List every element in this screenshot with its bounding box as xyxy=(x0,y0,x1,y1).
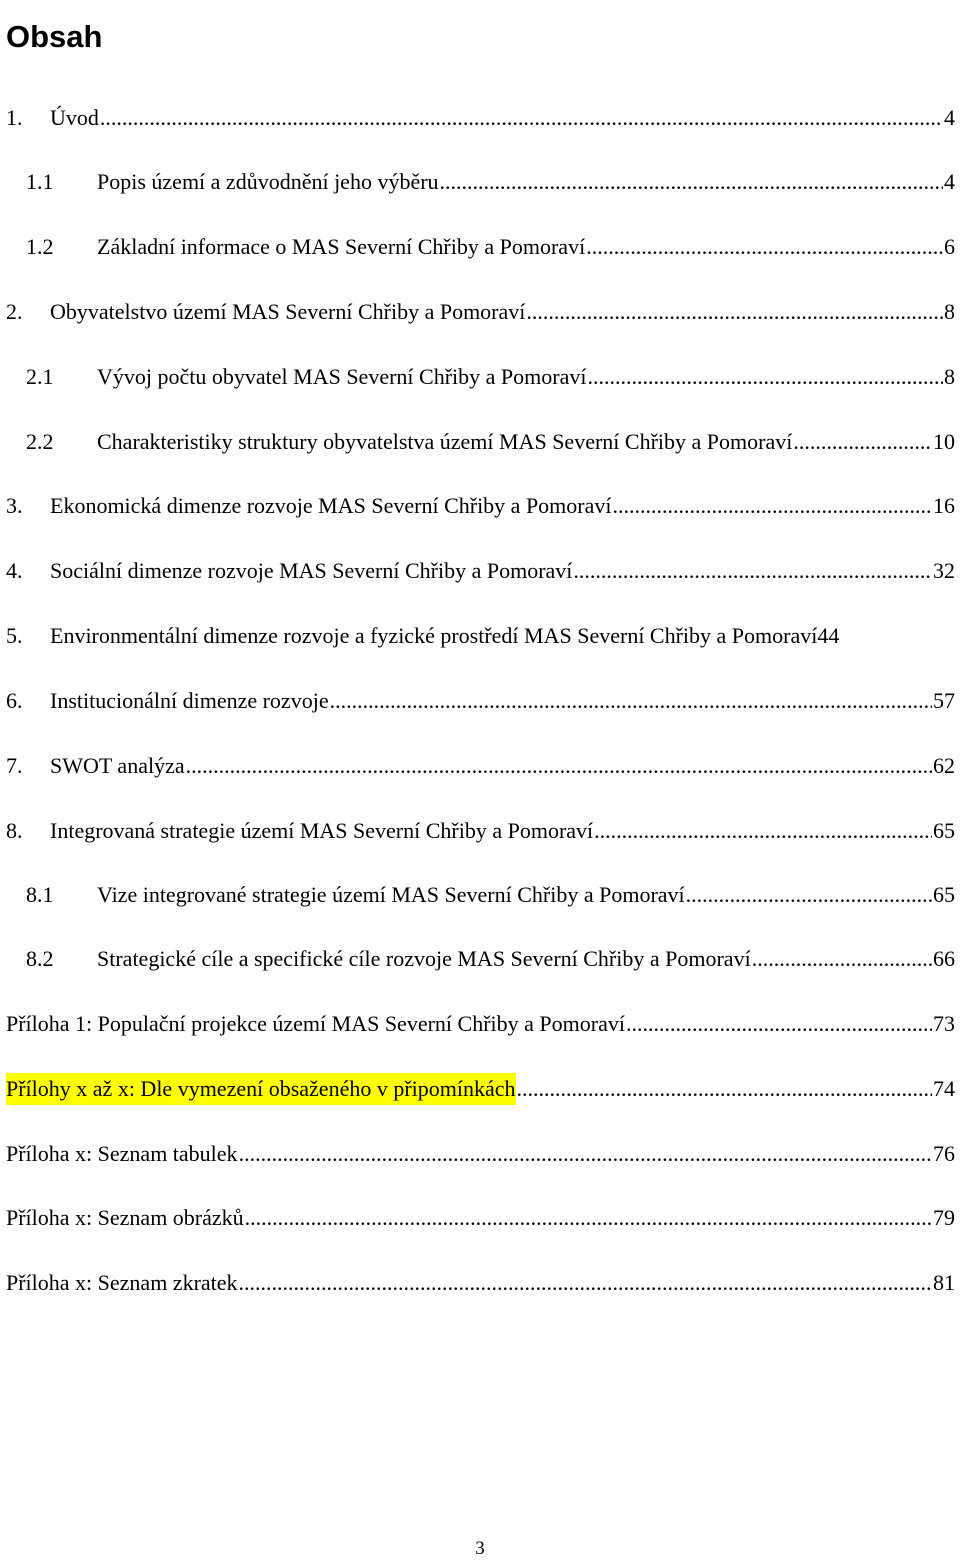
toc-entry[interactable] xyxy=(0,1138,960,1170)
toc-entry-text: Příloha 1: Populační projekce území MAS Severní Chřiby a Pomoraví xyxy=(6,1011,625,1036)
toc-dot-leader xyxy=(239,1267,932,1299)
toc-entry-text: Úvod xyxy=(50,105,99,130)
toc-entry-text: Strategické cíle a specifické cíle rozvoje MAS Severní Chřiby a Pomoraví xyxy=(97,946,751,971)
toc-entry-text: Ekonomická dimenze rozvoje MAS Severní Chřiby a Pomoraví xyxy=(50,493,612,518)
toc-entry-text: Obyvatelstvo území MAS Severní Chřiby a Pomoraví xyxy=(50,299,526,324)
toc-dot-leader xyxy=(752,943,932,975)
toc-entry[interactable] xyxy=(0,555,960,587)
toc-entry-text: Příloha x: Seznam zkratek xyxy=(6,1270,238,1295)
toc-entry[interactable] xyxy=(0,1202,960,1234)
toc-dot-leader xyxy=(594,815,932,847)
toc-entry[interactable] xyxy=(0,620,960,652)
toc-entry-number: 8.1 xyxy=(26,882,54,907)
toc-entry-number: 7. xyxy=(6,753,23,778)
toc-entry[interactable] xyxy=(0,166,960,198)
toc-dot-leader xyxy=(573,555,932,587)
toc-entry-number: 8.2 xyxy=(26,946,54,971)
toc-dot-leader xyxy=(517,1073,932,1105)
toc-entry-page: 73 xyxy=(933,1011,955,1036)
toc-entry-page: 8 xyxy=(944,364,955,389)
toc-entry-text-highlighted: Přílohy x až x: Dle vymezení obsaženého v připomínkách xyxy=(6,1073,516,1105)
toc-entry-text: Popis území a zdůvodnění jeho výběru xyxy=(97,169,439,194)
toc-entry-text: Integrovaná strategie území MAS Severní Chřiby a Pomoraví xyxy=(50,818,594,843)
page-number: 3 xyxy=(475,1538,485,1559)
toc-entry[interactable] xyxy=(0,490,960,522)
toc-entry-text: Příloha x: Seznam tabulek xyxy=(6,1141,238,1166)
toc-entry-page: 44 xyxy=(817,623,840,648)
toc-entry[interactable] xyxy=(0,231,960,263)
toc-dot-leader xyxy=(587,361,943,393)
toc-entry-text: SWOT analýza xyxy=(50,753,185,778)
page-title: Obsah xyxy=(6,18,103,54)
toc-entry-number: 2. xyxy=(6,299,23,324)
toc-dot-leader xyxy=(186,750,932,782)
toc-entry[interactable] xyxy=(0,943,960,975)
toc-entry-page: 6 xyxy=(944,234,955,259)
toc-entry-text: Charakteristiky struktury obyvatelstva území MAS Severní Chřiby a Pomoraví xyxy=(97,429,793,454)
toc-entry-page: 74 xyxy=(933,1076,955,1101)
toc-entry-text: Základní informace o MAS Severní Chřiby a Pomoraví xyxy=(97,234,586,259)
toc-entry-page: 10 xyxy=(933,429,955,454)
toc-entry[interactable] xyxy=(0,426,960,458)
toc-entry[interactable] xyxy=(0,102,960,134)
toc-entry-text: Institucionální dimenze rozvoje xyxy=(50,688,329,713)
toc-entry-page: 79 xyxy=(933,1205,955,1230)
toc-entry-page: 4 xyxy=(944,105,955,130)
toc-entry[interactable] xyxy=(0,815,960,847)
toc-dot-leader xyxy=(526,296,943,328)
toc-entry-text: Environmentální dimenze rozvoje a fyzické prostředí MAS Severní Chřiby a Pomoraví xyxy=(50,623,818,648)
toc-dot-leader xyxy=(586,231,943,263)
toc-dot-leader xyxy=(245,1202,932,1234)
toc-entry-number: 1.1 xyxy=(26,169,54,194)
toc-dot-leader xyxy=(100,102,943,134)
toc-dot-leader xyxy=(440,166,943,198)
toc-entry-number: 1. xyxy=(6,105,23,130)
toc-entry-number: 5. xyxy=(6,623,23,648)
toc-entry-page: 4 xyxy=(944,169,955,194)
toc-dot-leader xyxy=(239,1138,932,1170)
toc-entry-page: 66 xyxy=(933,946,955,971)
toc-entry[interactable] xyxy=(0,685,960,717)
toc-entry[interactable] xyxy=(0,1267,960,1299)
toc-entry-page: 81 xyxy=(933,1270,955,1295)
toc-entry-page: 76 xyxy=(933,1141,955,1166)
toc-entry-number: 1.2 xyxy=(26,234,54,259)
toc-entry-text: Vývoj počtu obyvatel MAS Severní Chřiby a Pomoraví xyxy=(97,364,587,389)
toc-entry-page: 65 xyxy=(933,818,955,843)
toc-dot-leader xyxy=(613,490,933,522)
toc-entry-number: 2.1 xyxy=(26,364,54,389)
toc-entry-text: Vize integrované strategie území MAS Severní Chřiby a Pomoraví xyxy=(97,882,685,907)
toc-entry[interactable] xyxy=(0,750,960,782)
toc-entry-page: 16 xyxy=(933,493,955,518)
toc-dot-leader xyxy=(793,426,932,458)
toc-entry-number: 4. xyxy=(6,558,23,583)
toc-entry-number: 6. xyxy=(6,688,23,713)
toc-entry-page: 32 xyxy=(933,558,955,583)
toc-entry-number: 8. xyxy=(6,818,23,843)
toc-entry[interactable] xyxy=(0,1008,960,1040)
toc-entry-page: 8 xyxy=(944,299,955,324)
toc-dot-leader xyxy=(686,879,932,911)
toc-entry-text: Příloha x: Seznam obrázků xyxy=(6,1205,244,1230)
toc-entry[interactable] xyxy=(0,296,960,328)
toc-entry-text: Sociální dimenze rozvoje MAS Severní Chřiby a Pomoraví xyxy=(50,558,573,583)
toc-dot-leader xyxy=(626,1008,932,1040)
toc-entry-number: 3. xyxy=(6,493,23,518)
toc-entry-page: 62 xyxy=(933,753,955,778)
toc-entry[interactable] xyxy=(0,879,960,911)
toc-entry-page: 65 xyxy=(933,882,955,907)
toc-entry-page: 57 xyxy=(933,688,955,713)
toc-entry-number: 2.2 xyxy=(26,429,54,454)
toc-entry[interactable] xyxy=(0,361,960,393)
toc-dot-leader xyxy=(330,685,932,717)
toc-entry[interactable] xyxy=(0,1073,960,1105)
